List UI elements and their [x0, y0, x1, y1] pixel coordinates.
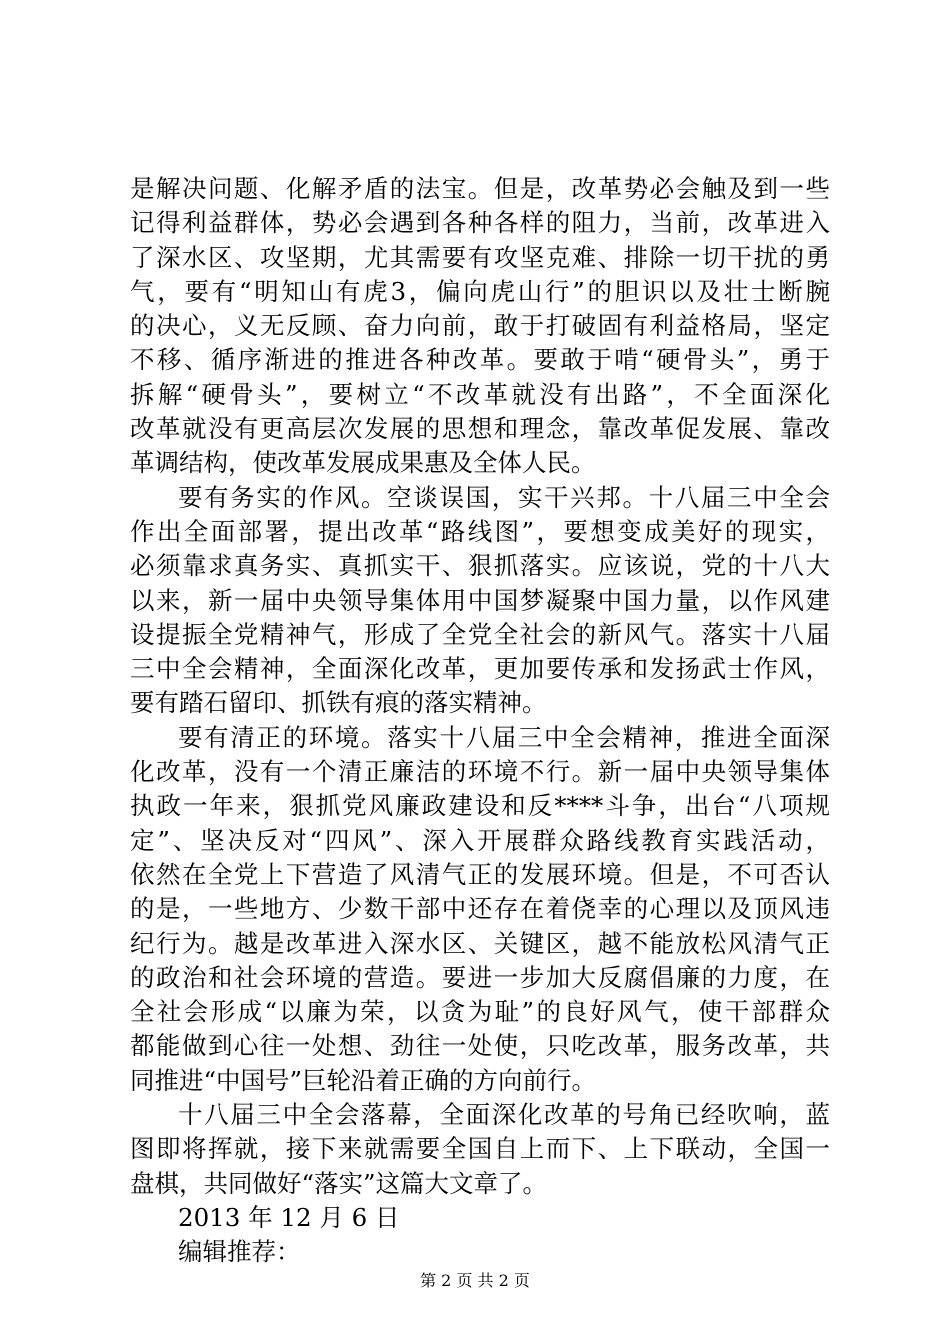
paragraph-line: 设提振全党精神气，形成了全党全社会的新风气。落实十八届 — [130, 619, 830, 649]
paragraph-line: 要有务实的作风。空谈误国，实干兴邦。十八届三中全会 — [178, 482, 830, 512]
paragraph-line: 改革就没有更高层次发展的思想和理念，靠改革促发展、靠改 — [130, 414, 830, 444]
paragraph-line: 依然在全党上下营造了风清气正的发展环境。但是，不可否认 — [130, 859, 830, 889]
paragraph-line: 拆解“硬骨头”，要树立“不改革就没有出路”，不全面深化 — [130, 379, 830, 409]
page-footer: 第 2 页 共 2 页 — [420, 1271, 530, 1290]
paragraph-line: 的是，一些地方、少数干部中还存在着侥幸的心理以及顶风违 — [130, 894, 830, 924]
document-date: 2013 年 12 月 6 日 — [178, 1202, 400, 1232]
paragraph-line: 都能做到心往一处想、劲往一处使，只吃改革，服务改革，共 — [130, 1031, 830, 1061]
paragraph-line: 不移、循序渐进的推进各种改革。要敢于啃“硬骨头”，勇于 — [130, 345, 830, 375]
paragraph-line: 是解决问题、化解矛盾的法宝。但是，改革势必会触及到一些 — [130, 174, 830, 203]
paragraph-line: 革调结构，使改革发展成果惠及全体人民。 — [130, 448, 596, 478]
paragraph-line: 同推进“中国号”巨轮沿着正确的方向前行。 — [130, 1065, 597, 1095]
paragraph-line: 要有踏石留印、抓铁有痕的落实精神。 — [130, 688, 547, 718]
paragraph-line: 十八届三中全会落幕，全面深化改革的号角已经吹响，蓝 — [178, 1100, 830, 1130]
document-body — [130, 172, 830, 1270]
paragraph-line: 纪行为。越是改革进入深水区、关键区，越不能放松风清气正 — [130, 928, 830, 958]
editor-recommend-label: 编辑推荐： — [178, 1237, 301, 1267]
paragraph-line: 记得利益群体，势必会遇到各种各样的阻力，当前，改革进入 — [130, 208, 830, 238]
paragraph-line: 图即将挥就，接下来就需要全国自上而下、上下联动，全国一 — [130, 1134, 830, 1164]
paragraph-line: 的政治和社会环境的营造。要进一步加大反腐倡廉的力度，在 — [130, 962, 830, 992]
paragraph-line: 了深水区、攻坚期，尤其需要有攻坚克难、排除一切干扰的勇 — [130, 242, 830, 272]
paragraph-line: 定”、坚决反对“四风”、深入开展群众路线教育实践活动， — [130, 825, 830, 855]
paragraph-line: 要有清正的环境。落实十八届三中全会精神，推进全面深 — [178, 722, 830, 752]
paragraph-line: 必须靠求真务实、真抓实干、狠抓落实。应该说，党的十八大 — [130, 551, 830, 581]
paragraph-line: 全社会形成“以廉为荣，以贪为耻”的良好风气，使干部群众 — [130, 997, 830, 1027]
paragraph-line: 的决心，义无反顾、奋力向前，敢于打破固有利益格局，坚定 — [130, 311, 830, 341]
paragraph-line: 盘棋，共同做好“落实”这篇大文章了。 — [130, 1168, 548, 1198]
paragraph-line: 作出全面部署，提出改革“路线图”，要想变成美好的现实， — [130, 516, 830, 546]
paragraph-line: 化改革，没有一个清正廉洁的环境不行。新一届中央领导集体 — [130, 757, 830, 787]
paragraph-line: 气，要有“明知山有虎3，偏向虎山行”的胆识以及壮士断腕 — [130, 276, 830, 306]
paragraph-line: 以来，新一届中央领导集体用中国梦凝聚中国力量，以作风建 — [130, 585, 830, 615]
paragraph-line: 三中全会精神，全面深化改革，更加要传承和发扬武士作风， — [130, 654, 830, 684]
paragraph-line: 执政一年来，狠抓党风廉政建设和反****斗争，出台“八项规 — [130, 791, 830, 821]
